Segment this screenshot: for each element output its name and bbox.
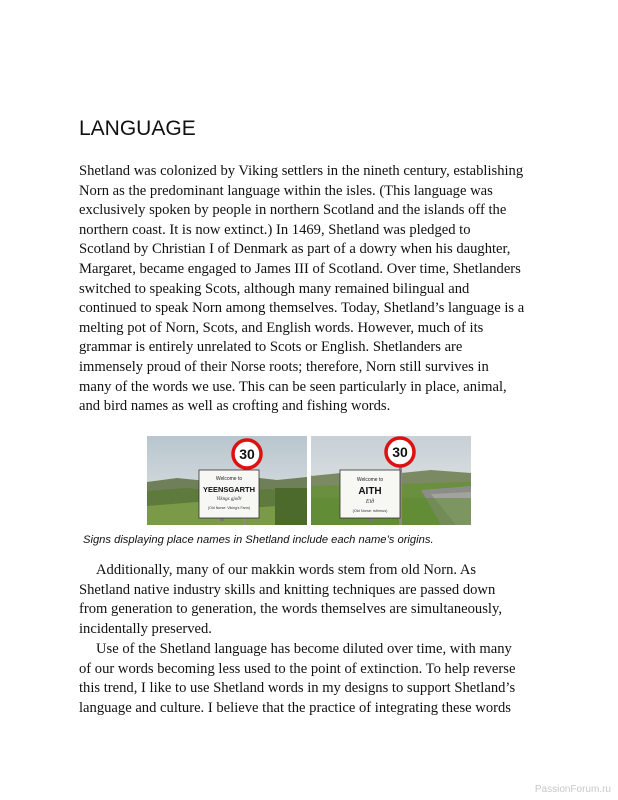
origin-right: (Old Norse: isthmus): [352, 509, 388, 513]
speed-left: 30: [239, 446, 255, 462]
text-line: incidentally preserved.: [79, 620, 212, 637]
paragraph-makkin: [79, 561, 543, 639]
text-line: Use of the Shetland language has become diluted over time, with many: [96, 641, 512, 657]
page-title: LANGUAGE: [79, 117, 196, 140]
place-right: AITH: [358, 486, 382, 497]
text-line: language and culture. I believe that the practice of integrating these words: [79, 699, 511, 716]
speed-right: 30: [392, 444, 408, 460]
photo-strip: [147, 436, 471, 525]
text-line: switched to speaking Scots, although many remained bilingual and: [79, 280, 470, 297]
text-line: Shetland native industry skills and knitting techniques are passed down: [79, 581, 496, 598]
norn-left: Vikngs gjoðr: [216, 497, 242, 502]
photo-aith: [311, 436, 471, 525]
welcome-left: Welcome to: [215, 476, 243, 482]
origin-left: (Old Norse: Viking's Farm): [207, 506, 251, 510]
text-line: and bird names as well as crofting and fishing words.: [79, 398, 391, 415]
photo-yeensgarth: [147, 436, 307, 525]
yeensgarth-sign-image: [147, 436, 307, 525]
aith-sign-image: [311, 436, 471, 525]
photo-caption: Signs displaying place names in Shetland include each name’s origins.: [83, 534, 434, 546]
text-line: many of the words we use. This can be seen particularly in place, animal,: [79, 378, 507, 395]
text-line: from generation to generation, the words themselves are simultaneously,: [79, 601, 502, 618]
text-line: this trend, I like to use Shetland words in my designs to support Shetland’s: [79, 680, 516, 697]
text-line: Shetland was colonized by Viking settlers in the nineth century, establishing: [79, 163, 524, 179]
text-line: Additionally, many of our makkin words stem from old Norn. As: [96, 562, 477, 578]
text-line: Scotland by Christian I of Denmark as part of a dowry when his daughter,: [79, 241, 511, 258]
text-line: continued to speak Norn among themselves. Today, Shetland’s language is a: [79, 300, 525, 317]
text-line: Margaret, became engaged to James III of Scotland. Over time, Shetlanders: [79, 260, 521, 277]
welcome-right: Welcome to: [356, 477, 384, 483]
place-left: YEENSGARTH: [202, 485, 256, 494]
paragraph-history: [79, 162, 543, 417]
text-line: immensely proud of their Norse roots; therefore, Norn still survives in: [79, 358, 489, 375]
text-line: northern coast. It is now extinct.) In 1469, Shetland was pledged to: [79, 221, 471, 238]
text-line: exclusively spoken by people in northern Scotland and the islands off the: [79, 202, 507, 219]
text-line: of our words becoming less used to the point of extinction. To help reverse: [79, 660, 516, 677]
text-line: Norn as the predominant language within the isles. (This language was: [79, 182, 493, 199]
text-line: grammar is entirely unrelated to Scots or English. Shetlanders are: [79, 339, 463, 356]
watermark: PassionForum.ru: [534, 784, 611, 795]
norn-right: Eið: [365, 499, 375, 505]
text-line: melting pot of Norn, Scots, and English words. However, much of its: [79, 319, 484, 336]
paragraph-language-use: [79, 640, 543, 718]
